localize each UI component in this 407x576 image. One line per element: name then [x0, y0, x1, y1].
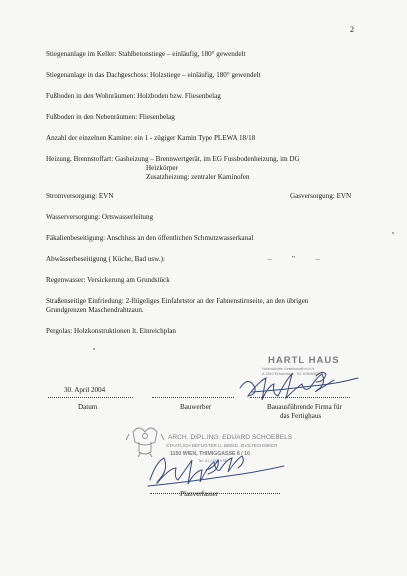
architect-stamp-line-1: ARCH. DIPL.ING. EDUARD SCHOEBELS — [168, 434, 293, 441]
line-water-supply: Wasserversorgung: Ortswasserleitung — [46, 213, 154, 221]
ditto-mark-1: – — [268, 255, 272, 263]
line-stairs-basement: Stiegenanlage im Keller: Stahlbetonstiege – einläufig, 180° gewendelt — [46, 50, 246, 58]
hartl-haus-stamp-line-2: A-3910 Echsenbach, Tel. 02849/8332 — [262, 372, 322, 376]
line-rainwater: Regenwasser: Versickerung am Grundstück — [46, 276, 170, 284]
line-floor-utility: Fußboden in den Nebenräumen: Fliesenbelag — [46, 113, 175, 121]
line-heating: Heizung, Brennstoffart: Gasheizung – Brennwertgerät, im EG Fussbodenheizung, im DG — [46, 155, 300, 163]
line-chimneys: Anzahl der einzelnen Kamine: ein 1 - zügiger Kamin Type PLEWA 18/18 — [46, 134, 256, 142]
line-stairs-attic: Stiegenanlage in das Dachgeschoss: Holzstiege – einläufig, 180° gewendelt — [46, 71, 261, 79]
line-sewage: Fäkalienbeseitigung: Anschluss an den öffentlichen Schmutzwasserkanal — [46, 234, 254, 242]
line-heating-additional: Zusatzheizung: zentraler Kaminofen — [146, 173, 250, 181]
line-gas-supply: Gasversorgung: EVN — [290, 192, 352, 200]
firm-signature-scribble — [240, 372, 358, 400]
page-number: 2 — [350, 25, 354, 34]
hartl-haus-logo: HARTL HAUS — [268, 355, 340, 366]
ditto-mark-3: – — [316, 255, 320, 263]
line-fencing-cont: Grundgrenzen Maschendrahtzaun. — [46, 306, 144, 314]
architect-stamp-line-3: 1150 WIEN, THIMIGGASSE 8 / 10 — [170, 451, 250, 457]
austrian-eagle-seal — [126, 428, 164, 457]
signature-date: 30. April 2004 — [64, 386, 106, 394]
architect-stamp-line-2: STAATLICH BEFUGTER U. BEEID. ZIVILTECHNIKER — [166, 443, 278, 448]
ditto-mark-2: " — [292, 255, 295, 263]
line-pergolas: Pergolas: Holzkonstruktionen lt. Einreichplan — [46, 327, 176, 335]
line-wastewater: Abwässerbeseitigung ( Küche, Bad usw.): — [46, 255, 165, 263]
label-date: Datum — [78, 403, 98, 411]
planner-signature-scribble — [148, 456, 284, 486]
label-firm-line-1: Bauausführende Firma für — [267, 403, 342, 411]
line-floor-living: Fußboden in den Wohnräumen: Holzboden bzw. Fliesenbelag — [46, 92, 221, 100]
label-planner: Planverfasser — [180, 490, 219, 498]
label-builder: Bauwerber — [180, 403, 212, 411]
architect-stamp-line-4: Tel. 01 478 19 55 — [198, 459, 228, 463]
line-heating-radiators: Heizkörper — [146, 164, 178, 172]
line-power-supply: Stromversorgung: EVN — [46, 192, 114, 200]
hartl-haus-stamp-line-1: Holzindustrie Gesellschaft m.b.H. — [262, 367, 316, 371]
label-firm-line-2: das Fertighaus — [280, 412, 322, 420]
line-fencing: Straßenseitige Einfriedung: 2-flügeliges Einfahrtstor an der Fahnenstirnseite, an den übrigen — [46, 297, 309, 305]
